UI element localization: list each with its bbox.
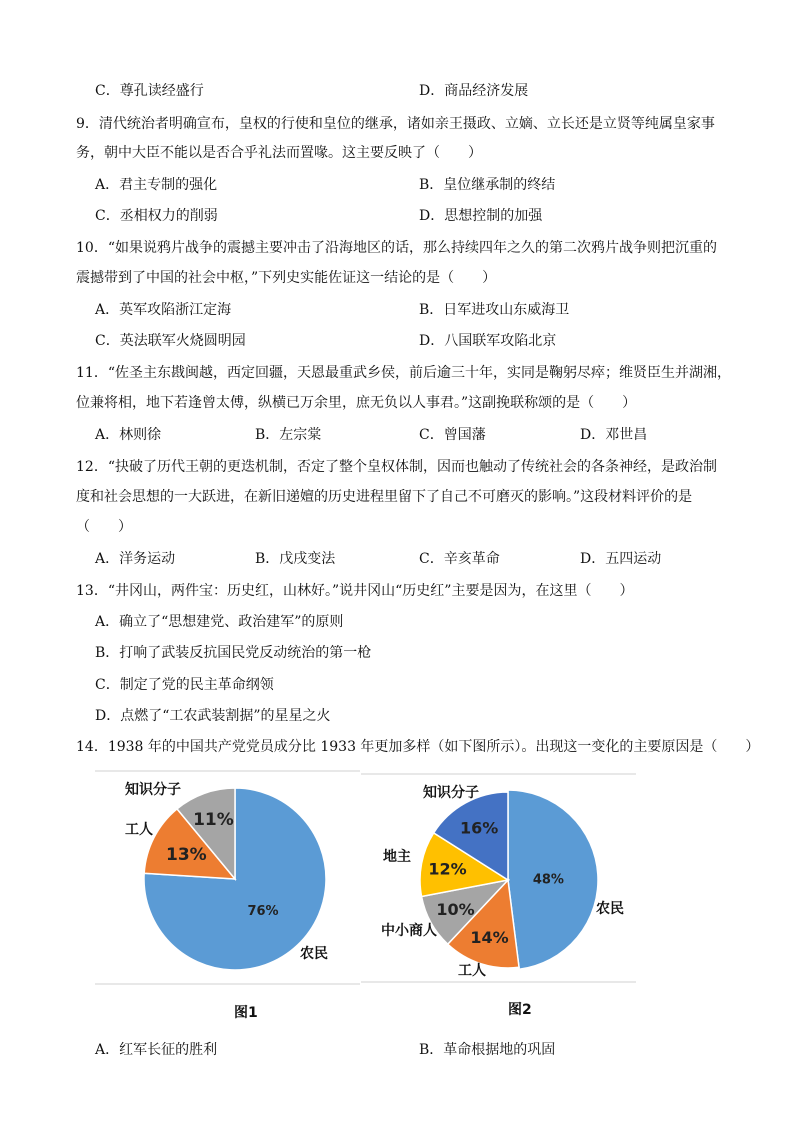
q8-option-c: C．尊孔读经盛行 (95, 83, 204, 99)
pie-percent-label: 12% (428, 859, 467, 879)
q10-option-c: C．英法联军火烧圆明园 (95, 333, 246, 349)
pie-chart-1-svg (95, 770, 360, 985)
q9-option-d: D．思想控制的加强 (419, 208, 543, 224)
q10-option-a: A．英军攻陷浙江定海 (95, 302, 232, 318)
pie-chart-1 (95, 770, 360, 985)
q14-option-a: A．红军长征的胜利 (95, 1042, 218, 1058)
q11-stem-line2: 位兼将相，地下若逢曾太傅，纵横已万余里，庶无负以人事君。”这副挽联称颂的是（ ） (76, 395, 637, 411)
pie-chart-1-caption: 图1 (234, 1005, 258, 1021)
pie-percent-label: 10% (436, 899, 475, 919)
q10-option-d: D．八国联军攻陷北京 (419, 333, 557, 349)
pie-chart-2-svg (361, 773, 636, 983)
q12-option-d: D．五四运动 (580, 551, 662, 567)
q9-stem-line1: 9．清代统治者明确宣布，皇权的行使和皇位的继承，诸如亲王摄政、立嫡、立长还是立贤等纯属皇家事 (76, 116, 715, 132)
q9-option-a: A．君主专制的强化 (95, 177, 218, 193)
pie-percent-label: 14% (470, 927, 509, 947)
pie-category-label: 知识分子 (423, 785, 479, 801)
q11-option-c: C．曾国藩 (419, 427, 486, 443)
q8-option-d: D．商品经济发展 (419, 83, 529, 99)
pie-category-label: 工人 (125, 822, 153, 838)
q13-option-c: C．制定了党的民主革命纲领 (95, 677, 274, 693)
q11-stem-line1: 11．“佐圣主东戡闽越，西定回疆，天恩最重武乡侯，前后逾三十年，实同是鞠躬尽瘁；维贤臣生并湖湘， (76, 365, 731, 381)
q12-stem-line3: （ ） (76, 519, 132, 535)
q12-stem-line2: 度和社会思想的一大跃进，在新旧递嬗的历史进程里留下了自己不可磨灭的影响。”这段材料评价的是 (76, 489, 693, 505)
pie-category-label: 地主 (383, 849, 411, 865)
pie-percent-label: 16% (460, 818, 499, 838)
pie-percent-label: 76% (247, 903, 279, 919)
pie-category-label: 中小商人 (381, 923, 437, 939)
q9-stem-line2: 务，朝中大臣不能以是否合乎礼法而置喙。这主要反映了（ ） (76, 145, 482, 161)
pie-chart-2-caption: 图2 (508, 1002, 532, 1018)
q10-stem-line1: 10．“如果说鸦片战争的震撼主要冲击了沿海地区的话，那么持续四年之久的第二次鸦片战争则把沉重的 (76, 240, 717, 256)
pie-percent-label: 48% (532, 872, 564, 888)
q13-option-b: B．打响了武装反抗国民党反动统治的第一枪 (95, 645, 372, 661)
pie-category-label: 农民 (596, 901, 624, 917)
q12-option-a: A．洋务运动 (95, 551, 176, 567)
pie-percent-label: 11% (193, 810, 234, 831)
q13-option-d: D．点燃了“工农武装割据”的星星之火 (95, 708, 331, 724)
q12-option-b: B．戊戌变法 (255, 551, 336, 567)
q13-stem: 13．“井冈山，两件宝：历史红，山林好。”说井冈山“历史红”主要是因为，在这里（ ） (76, 583, 634, 599)
pie-category-label: 农民 (300, 946, 328, 962)
q13-option-a: A．确立了“思想建党、政治建军”的原则 (95, 614, 344, 630)
q9-option-c: C．丞相权力的削弱 (95, 208, 218, 224)
q9-option-b: B．皇位继承制的终结 (419, 177, 556, 193)
q11-option-b: B．左宗棠 (255, 427, 322, 443)
pie-percent-label: 13% (165, 845, 207, 866)
q10-stem-line2: 震撼带到了中国的社会中枢，”下列史实能佐证这一结论的是（ ） (76, 270, 497, 286)
q10-option-b: B．日军进攻山东威海卫 (419, 302, 570, 318)
q11-option-a: A．林则徐 (95, 427, 162, 443)
q14-option-b: B．革命根据地的巩固 (419, 1042, 556, 1058)
pie-category-label: 知识分子 (125, 782, 181, 798)
pie-chart-2 (361, 773, 636, 983)
pie-category-label: 工人 (458, 963, 486, 979)
q11-option-d: D．邓世昌 (580, 427, 648, 443)
q12-stem-line1: 12．“抉破了历代王朝的更迭机制，否定了整个皇权体制，因而也触动了传统社会的各条神经，是政治制 (76, 459, 717, 475)
q12-option-c: C．辛亥革命 (419, 551, 500, 567)
q14-stem: 14．1938 年的中国共产党党员成分比 1933 年更加多样（如下图所示）。出现这一变化的主要原因是（ ） (76, 739, 760, 755)
